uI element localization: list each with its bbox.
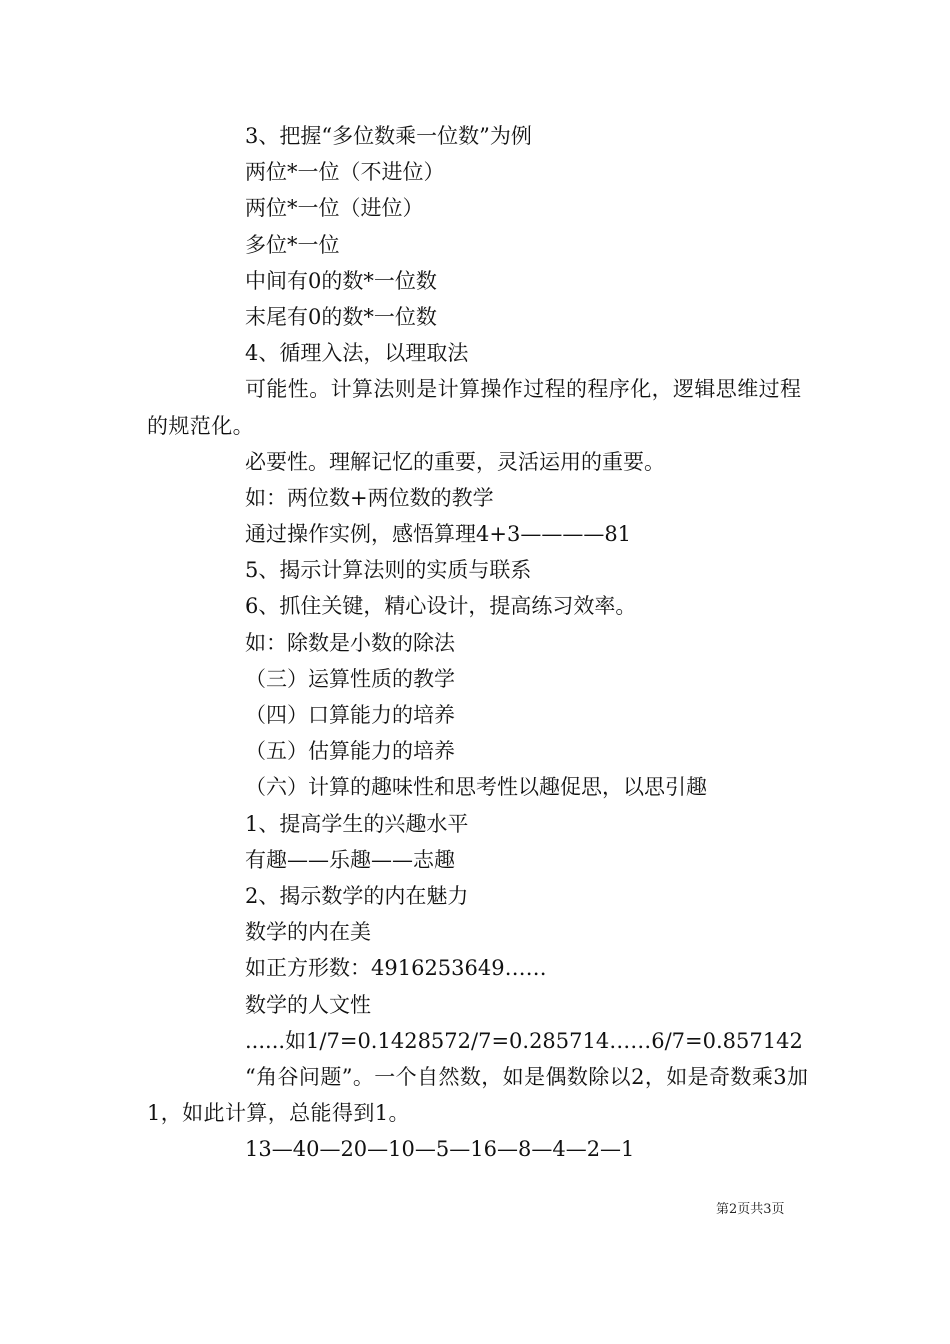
text-line: 如正方形数：4916253649…… — [245, 956, 547, 981]
text-line: 通过操作实例，感悟算理4+3————81 — [245, 522, 632, 547]
text-line: 多位*一位 — [245, 232, 340, 257]
text-line: 两位*一位（进位） — [245, 196, 424, 221]
text-line: 如：除数是小数的除法 — [245, 630, 455, 655]
section-heading: （六）计算的趣味性和思考性以趣促思，以思引趣 — [245, 775, 707, 800]
text-line: ......如1/7=0.1428572/7=0.285714……6/7=0.857142 — [245, 1028, 803, 1053]
text-line: 13—40—20—10—5—16—8—4—2—1 — [245, 1137, 635, 1162]
text-line: 中间有0的数*一位数 — [245, 268, 437, 293]
text-line: 末尾有0的数*一位数 — [245, 304, 437, 329]
text-paragraph: 可能性。计算法则是计算操作过程的程序化，逻辑思维过程的规范化。 — [147, 377, 802, 438]
text-line: 4、循理入法，以理取法 — [245, 341, 469, 366]
text-line: 5、揭示计算法则的实质与联系 — [245, 558, 532, 583]
document-body — [147, 118, 812, 1168]
text-line: 两位*一位（不进位） — [245, 160, 445, 185]
section-heading: （四）口算能力的培养 — [245, 703, 455, 728]
text-line: 2、揭示数学的内在魅力 — [245, 883, 469, 908]
text-line: 1、提高学生的兴趣水平 — [245, 811, 469, 836]
text-paragraph: “角谷问题”。一个自然数，如是偶数除以2，如是奇数乘3加1，如此计算，总能得到1。 — [147, 1064, 809, 1126]
text-line: 数学的人文性 — [245, 992, 371, 1017]
text-line: 3、把握“多位数乘一位数”为例 — [245, 124, 532, 148]
text-line: 如：两位数+两位数的教学 — [245, 485, 494, 510]
page-number: 第2页共3页 — [716, 1202, 785, 1217]
section-heading: （三）运算性质的教学 — [245, 666, 455, 691]
text-line: 有趣——乐趣——志趣 — [245, 847, 455, 872]
section-heading: （五）估算能力的培养 — [245, 739, 455, 764]
text-line: 6、抓住关键，精心设计，提高练习效率。 — [245, 594, 637, 619]
text-line: 必要性。理解记忆的重要，灵活运用的重要。 — [245, 449, 665, 474]
text-line: 数学的内在美 — [245, 920, 371, 945]
